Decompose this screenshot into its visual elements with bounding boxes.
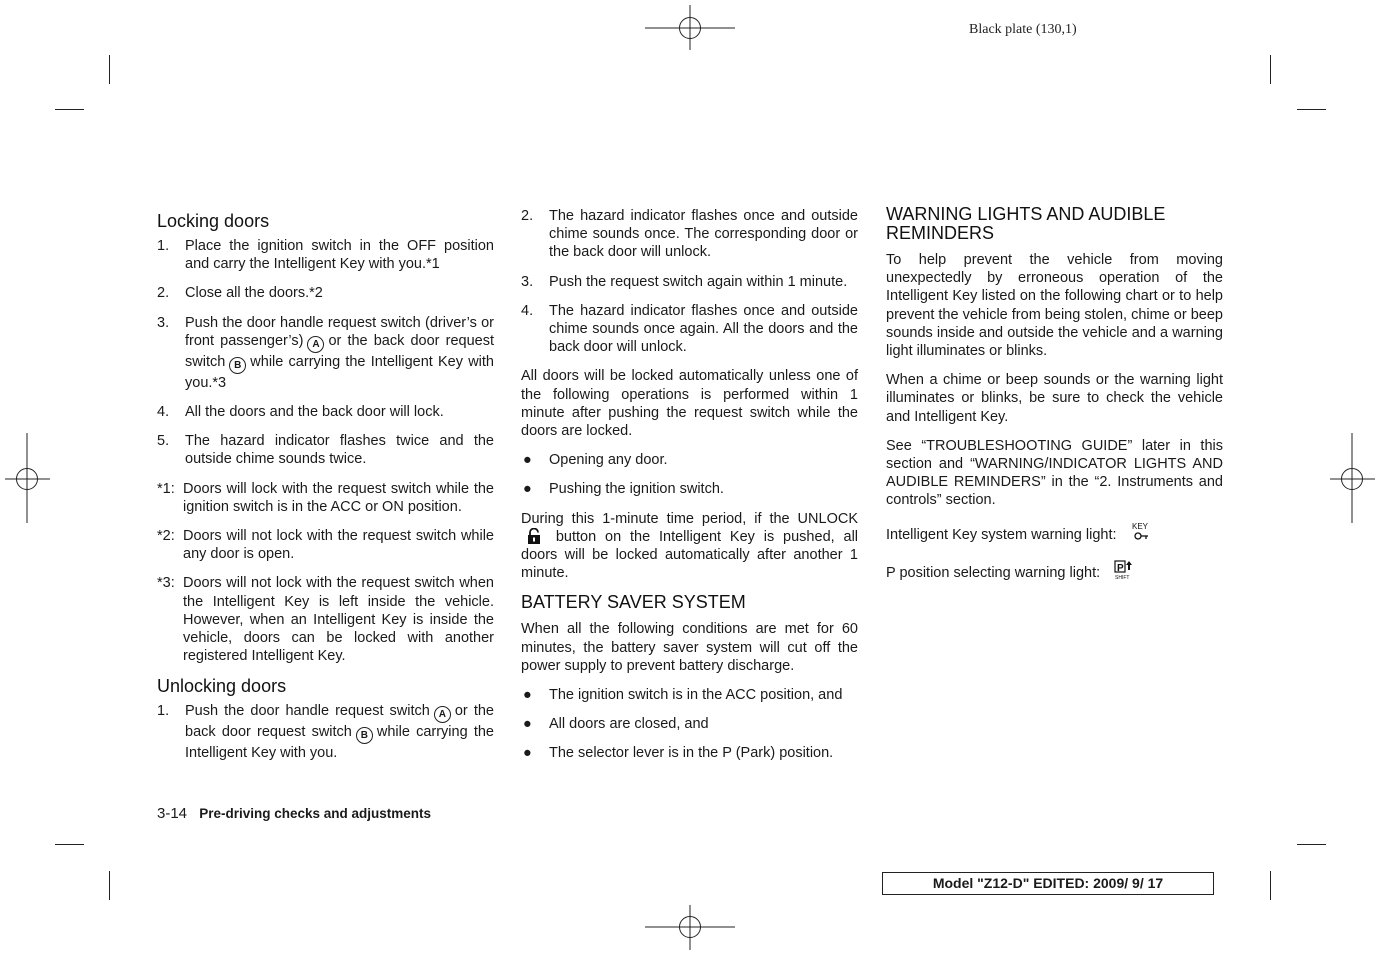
crop-mark [109, 871, 110, 900]
locking-step: 1. Place the ignition switch in the OFF position and carry the Intelligent Key with you.*1 [157, 238, 494, 273]
page-footer [157, 805, 431, 823]
crosshair-registration-mark-icon [645, 905, 735, 950]
locking-step: 2. Close all the doors.*2 [157, 285, 323, 302]
crop-mark [1297, 109, 1326, 110]
model-edited-box: Model "Z12-D" EDITED: 2009/ 9/ 17 [882, 872, 1214, 895]
battery-saver-heading: BATTERY SAVER SYSTEM [521, 592, 746, 613]
battery-saver-paragraph: When all the following conditions are met for 60 minutes, the battery saver system will cut off the power supply to prevent battery discharge. [521, 621, 858, 674]
footnote: *1: Doors will lock with the request switch while the ignition switch is in the ACC or ON position. [157, 480, 494, 515]
bullet-icon: ● [523, 452, 532, 469]
key-warning-light-row: Intelligent Key system warning light: KEY [886, 521, 1223, 548]
warning-paragraph: To help prevent the vehicle from moving unexpectedly by erroneous operation of the Intelligent Key listed on the following chart or to help prevent the vehicle from being stolen, chime or beep sounds inside and outside the vehicle and a warning light illuminates or blinks. [886, 252, 1223, 360]
switch-a-marker: A [434, 706, 451, 723]
unlocking-step: 1. Push the door handle request switch A or the back door request switch B while carrying the Intelligent Key with you. [157, 703, 494, 762]
p-position-warning-light-row: P position selecting warning light: P SHIFT [886, 559, 1223, 586]
warning-lights-heading: WARNING LIGHTS AND AUDIBLE REMINDERS [886, 204, 1166, 243]
p-shift-warning-icon [1114, 559, 1134, 586]
crop-mark [1270, 55, 1271, 84]
list-item: ● The selector lever is in the P (Park) position. [523, 745, 834, 762]
bullet-icon: ● [523, 687, 532, 704]
lock-icon [527, 528, 541, 544]
locking-step: 4. All the doors and the back door will lock. [157, 404, 444, 421]
column-unlocking [521, 207, 858, 774]
list-item: ● All doors are closed, and [523, 716, 709, 733]
svg-text:SHIFT: SHIFT [1115, 574, 1130, 581]
unlocking-step: 4. The hazard indicator flashes once and outside chime sounds once again. All the doors and the back door will unlock. [521, 302, 858, 356]
list-item: ● The ignition switch is in the ACC position, and [523, 687, 843, 704]
page-number: 3-14 [157, 805, 188, 822]
warning-paragraph: When a chime or beep sounds or the warning light illuminates or blinks, be sure to check the vehicle and Intelligent Key. [886, 372, 1223, 425]
switch-b-marker: B [229, 357, 246, 374]
svg-text:KEY: KEY [1131, 521, 1148, 531]
unlocking-step: 2. The hazard indicator flashes once and outside chime sounds once. The corresponding door or the back door will unlock. [521, 208, 858, 261]
crosshair-registration-mark-icon [1330, 433, 1375, 523]
bullet-icon: ● [523, 745, 532, 762]
list-item: ● Opening any door. [523, 452, 668, 469]
svg-text:P: P [1117, 562, 1124, 574]
switch-b-marker: B [356, 727, 373, 744]
section-title: Pre-driving checks and adjustments [199, 806, 432, 821]
crosshair-registration-mark-icon [5, 433, 50, 523]
footnote: *2: Doors will not lock with the request switch while any door is open. [157, 528, 494, 563]
locking-step: 3. Push the door handle request switch (driver’s or front passenger’s) A or the back door request switch B while carrying the Intelligent Key with you.*3 [157, 314, 494, 391]
crosshair-registration-mark-icon [645, 5, 735, 50]
key-warning-icon [1131, 521, 1151, 548]
crop-mark [55, 844, 84, 845]
switch-a-marker: A [307, 336, 324, 353]
auto-lock-paragraph: All doors will be locked automatically unless one of the following operations is performed within 1 minute after pushing the request switch while the doors are locked. [521, 368, 858, 440]
plate-label: Black plate (130,1) [969, 22, 1077, 37]
crop-mark [1297, 844, 1326, 845]
list-item: ● Pushing the ignition switch. [523, 481, 724, 498]
crop-mark [1270, 871, 1271, 900]
warning-paragraph: See “TROUBLESHOOTING GUIDE” later in this section and “WARNING/INDICATOR LIGHTS AND AUDIBLE REMINDERS” in the “2. Instruments and controls” section. [886, 437, 1223, 509]
column-warning [886, 205, 1223, 597]
crop-mark [55, 109, 84, 110]
bullet-icon: ● [523, 716, 532, 733]
unlocking-step: 3. Push the request switch again within 1 minute. [521, 273, 848, 290]
locking-doors-heading: Locking doors [157, 211, 270, 231]
column-locking [157, 205, 494, 774]
footnote: *3: Doors will not lock with the request switch when the Intelligent Key is left inside the vehicle. However, when an Intelligent Key is inside the vehicle, doors can be locked with another registered Intelligent Key. [157, 575, 494, 665]
unlock-button-paragraph: During this 1-minute time period, if the UNLOCK button on the Intelligent Key is pushed, all doors will be locked automatically after another 1 minute. [521, 510, 859, 582]
locking-step: 5. The hazard indicator flashes twice and the outside chime sounds twice. [157, 433, 494, 468]
crop-mark [109, 55, 110, 84]
bullet-icon: ● [523, 481, 532, 498]
unlocking-doors-heading: Unlocking doors [157, 676, 287, 697]
